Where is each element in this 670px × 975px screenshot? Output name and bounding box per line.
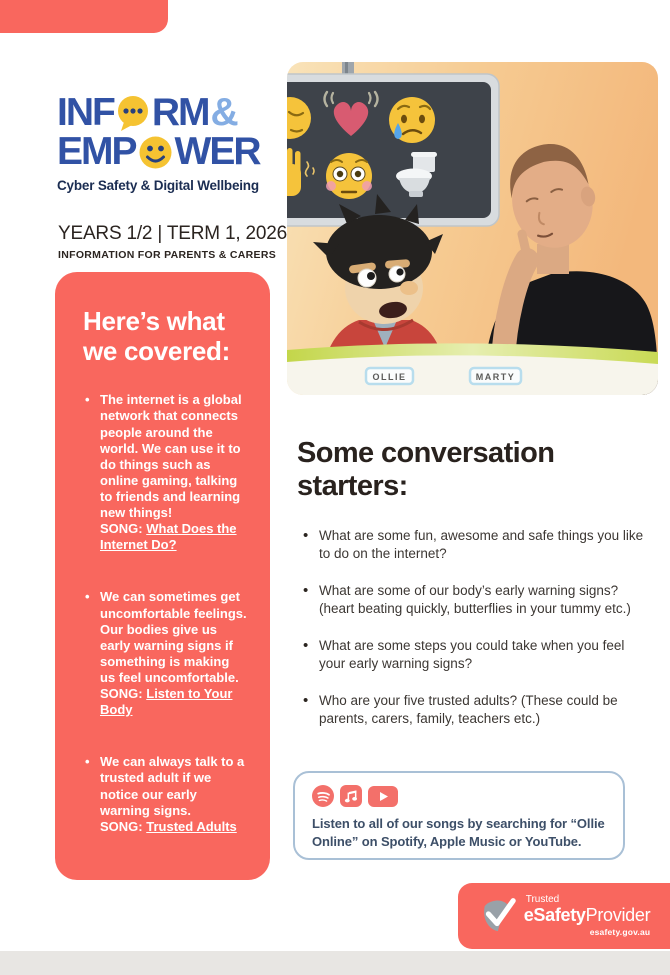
- provider-light: Provider: [585, 905, 651, 926]
- esafety-url: esafety.gov.au: [589, 926, 651, 937]
- logo-text-inf: INF: [57, 91, 114, 134]
- youtube-icon: [368, 786, 398, 807]
- audience-line: INFORMATION FOR PARENTS & CARERS: [58, 249, 277, 261]
- list-item: • What are some steps you could take when you feel your early warning signs?: [299, 637, 649, 672]
- logo-text-rm: RM: [151, 91, 209, 134]
- emoji-board: [287, 74, 499, 226]
- speech-bubble-o-icon: [115, 94, 151, 132]
- esafety-bold: eSafety: [523, 905, 586, 926]
- covered-bullet-text: The internet is a global network that connects people around the world. We can use it to do things such as online gaming, talking to friends and learning new things!: [100, 392, 242, 521]
- song-line: [100, 686, 232, 717]
- ollie-name-tag: [366, 368, 413, 384]
- music-platform-icons: [312, 785, 606, 807]
- song-link[interactable]: Listen to Your Body: [100, 686, 233, 718]
- smiley-o-icon: [137, 134, 174, 171]
- covered-bullet-text: We can sometimes get uncomfortable feelings. Our bodies give us early warning signs if something is making us feel uncomfortable.: [100, 589, 247, 685]
- spotify-icon: [312, 785, 334, 807]
- list-item: [83, 754, 248, 835]
- covered-card: [55, 272, 270, 880]
- list-item: [83, 589, 248, 718]
- crying-face-emoji: [389, 97, 435, 143]
- flushed-face-emoji: [326, 153, 372, 199]
- list-item: • Who are your five trusted adults? (These could be parents, carers, family, teachers etc.): [299, 692, 649, 727]
- song-label: SONG:: [100, 521, 143, 537]
- listen-text: Listen to all of our songs by searching for “Ollie Online” on Spotify, Apple Music or YouTube.: [312, 816, 605, 850]
- song-label: SONG:: [100, 686, 143, 702]
- marty-label: MARTY: [475, 372, 516, 382]
- logo-text-emp: EMP: [57, 130, 136, 174]
- song-link[interactable]: What Does the Internet Do?: [100, 521, 237, 553]
- trusted-check-icon: [478, 895, 516, 938]
- song-line: [100, 819, 237, 834]
- term-line: YEARS 1/2 | TERM 1, 2026: [58, 223, 287, 244]
- listen-box: [293, 771, 625, 860]
- song-link[interactable]: Trusted Adults: [146, 818, 237, 834]
- top-corner-decoration: [0, 0, 168, 33]
- esafety-brand: [524, 905, 651, 926]
- conversation-title: Some conversation starters:: [297, 437, 555, 503]
- conversation-starters: [297, 437, 649, 747]
- song-label: SONG:: [100, 818, 143, 834]
- covered-list: [83, 392, 248, 835]
- covered-bullet-text: We can always talk to a trusted adult if we notice our early warning signs.: [100, 754, 245, 818]
- logo-ampersand: &: [210, 91, 237, 134]
- logo-line-1: [57, 91, 287, 134]
- apple-music-icon: [340, 785, 362, 807]
- term-info: [58, 223, 287, 261]
- list-item: • What are some of our body’s early warning signs? (heart beating quickly, butterflies in your tummy etc.): [299, 582, 649, 617]
- esafety-provider-badge: [458, 883, 670, 949]
- ollie-marty-photo: [287, 62, 658, 395]
- logo-text-wer: WER: [174, 130, 260, 174]
- ollie-label: OLLIE: [372, 372, 407, 382]
- covered-title: Here’s what we covered:: [83, 306, 230, 367]
- inform-empower-logo: [57, 91, 287, 194]
- trusted-label: Trusted: [525, 894, 560, 906]
- list-item: [83, 392, 248, 553]
- footer-bar: [0, 951, 670, 975]
- esafety-text: [524, 895, 651, 937]
- marty-name-tag: [470, 368, 521, 384]
- song-line: [100, 521, 237, 552]
- logo-line-2: [57, 130, 287, 174]
- logo-tagline: Cyber Safety & Digital Wellbeing: [57, 178, 259, 194]
- list-item: • What are some fun, awesome and safe things you like to do on the internet?: [299, 527, 649, 562]
- conversation-list: [297, 527, 649, 727]
